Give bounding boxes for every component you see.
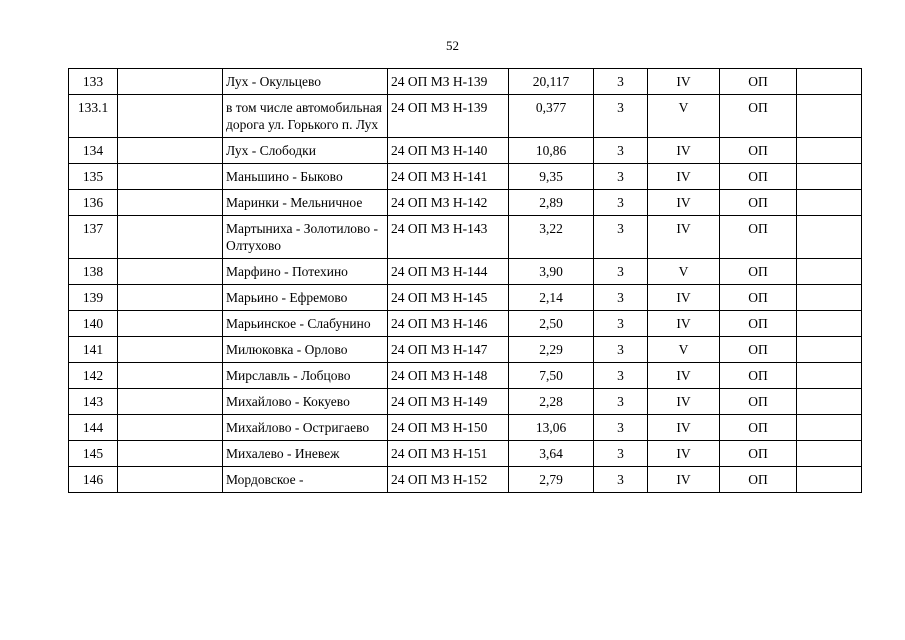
table-row <box>69 441 862 467</box>
road-code: 24 ОП МЗ Н-143 <box>388 216 509 259</box>
table-row <box>69 363 862 389</box>
table-row <box>69 415 862 441</box>
table-row <box>69 138 862 164</box>
table-row <box>69 285 862 311</box>
road-code: 24 ОП МЗ Н-142 <box>388 190 509 216</box>
road-category: 3 <box>594 259 648 285</box>
road-category: 3 <box>594 285 648 311</box>
empty-cell <box>797 138 862 164</box>
road-class: IV <box>648 190 720 216</box>
empty-cell <box>797 69 862 95</box>
road-code: 24 ОП МЗ Н-148 <box>388 363 509 389</box>
road-significance: ОП <box>720 95 797 138</box>
empty-cell <box>118 285 223 311</box>
road-significance: ОП <box>720 363 797 389</box>
row-number: 139 <box>69 285 118 311</box>
road-class: V <box>648 259 720 285</box>
road-name: Михалево - Иневеж <box>223 441 388 467</box>
road-significance: ОП <box>720 467 797 493</box>
road-category: 3 <box>594 311 648 337</box>
road-name: Михайлово - Кокуево <box>223 389 388 415</box>
empty-cell <box>118 311 223 337</box>
road-significance: ОП <box>720 69 797 95</box>
roads-table <box>68 68 862 493</box>
empty-cell <box>118 190 223 216</box>
road-significance: ОП <box>720 311 797 337</box>
road-class: IV <box>648 138 720 164</box>
road-category: 3 <box>594 69 648 95</box>
row-number: 134 <box>69 138 118 164</box>
empty-cell <box>797 415 862 441</box>
road-name: Марьино - Ефремово <box>223 285 388 311</box>
empty-cell <box>797 216 862 259</box>
empty-cell <box>118 164 223 190</box>
road-length: 9,35 <box>509 164 594 190</box>
row-number: 136 <box>69 190 118 216</box>
empty-cell <box>118 138 223 164</box>
road-class: IV <box>648 285 720 311</box>
road-length: 2,14 <box>509 285 594 311</box>
road-class: IV <box>648 311 720 337</box>
row-number: 133 <box>69 69 118 95</box>
empty-cell <box>797 259 862 285</box>
road-category: 3 <box>594 415 648 441</box>
empty-cell <box>118 467 223 493</box>
road-code: 24 ОП МЗ Н-144 <box>388 259 509 285</box>
table-row <box>69 467 862 493</box>
table-body <box>69 69 862 493</box>
row-number: 140 <box>69 311 118 337</box>
table-row <box>69 190 862 216</box>
row-number: 135 <box>69 164 118 190</box>
road-length: 2,89 <box>509 190 594 216</box>
road-length: 3,22 <box>509 216 594 259</box>
road-significance: ОП <box>720 138 797 164</box>
road-name: Лух - Окульцево <box>223 69 388 95</box>
row-number: 137 <box>69 216 118 259</box>
empty-cell <box>118 415 223 441</box>
road-category: 3 <box>594 95 648 138</box>
empty-cell <box>118 69 223 95</box>
road-code: 24 ОП МЗ Н-145 <box>388 285 509 311</box>
road-code: 24 ОП МЗ Н-139 <box>388 69 509 95</box>
table-row <box>69 216 862 259</box>
road-category: 3 <box>594 363 648 389</box>
road-name: в том числе автомобильная дорога ул. Горького п. Лух <box>223 95 388 138</box>
row-number: 144 <box>69 415 118 441</box>
table-row <box>69 95 862 138</box>
road-category: 3 <box>594 138 648 164</box>
road-significance: ОП <box>720 164 797 190</box>
row-number: 145 <box>69 441 118 467</box>
road-class: V <box>648 337 720 363</box>
empty-cell <box>118 216 223 259</box>
empty-cell <box>797 285 862 311</box>
road-code: 24 ОП МЗ Н-146 <box>388 311 509 337</box>
empty-cell <box>797 441 862 467</box>
empty-cell <box>797 363 862 389</box>
road-class: IV <box>648 467 720 493</box>
empty-cell <box>118 259 223 285</box>
table-row <box>69 164 862 190</box>
road-length: 2,79 <box>509 467 594 493</box>
road-category: 3 <box>594 164 648 190</box>
road-length: 2,28 <box>509 389 594 415</box>
table-row <box>69 259 862 285</box>
road-length: 3,64 <box>509 441 594 467</box>
road-code: 24 ОП МЗ Н-140 <box>388 138 509 164</box>
road-length: 2,50 <box>509 311 594 337</box>
road-length: 13,06 <box>509 415 594 441</box>
row-number: 146 <box>69 467 118 493</box>
road-class: IV <box>648 441 720 467</box>
empty-cell <box>797 190 862 216</box>
road-significance: ОП <box>720 190 797 216</box>
road-code: 24 ОП МЗ Н-149 <box>388 389 509 415</box>
road-code: 24 ОП МЗ Н-147 <box>388 337 509 363</box>
road-category: 3 <box>594 337 648 363</box>
road-code: 24 ОП МЗ Н-152 <box>388 467 509 493</box>
road-code: 24 ОП МЗ Н-139 <box>388 95 509 138</box>
row-number: 133.1 <box>69 95 118 138</box>
road-name: Михайлово - Остригаево <box>223 415 388 441</box>
empty-cell <box>797 311 862 337</box>
table-row <box>69 311 862 337</box>
row-number: 142 <box>69 363 118 389</box>
empty-cell <box>797 164 862 190</box>
road-name: Марьинское - Слабунино <box>223 311 388 337</box>
road-code: 24 ОП МЗ Н-151 <box>388 441 509 467</box>
road-class: IV <box>648 69 720 95</box>
row-number: 143 <box>69 389 118 415</box>
road-length: 2,29 <box>509 337 594 363</box>
empty-cell <box>118 337 223 363</box>
road-category: 3 <box>594 190 648 216</box>
road-length: 20,117 <box>509 69 594 95</box>
road-name: Мирславль - Лобцово <box>223 363 388 389</box>
empty-cell <box>797 337 862 363</box>
empty-cell <box>118 363 223 389</box>
road-length: 3,90 <box>509 259 594 285</box>
table-row <box>69 69 862 95</box>
road-length: 10,86 <box>509 138 594 164</box>
road-category: 3 <box>594 389 648 415</box>
empty-cell <box>797 467 862 493</box>
empty-cell <box>797 389 862 415</box>
road-class: IV <box>648 164 720 190</box>
empty-cell <box>797 95 862 138</box>
road-length: 7,50 <box>509 363 594 389</box>
empty-cell <box>118 441 223 467</box>
road-name: Маньшино - Быково <box>223 164 388 190</box>
road-significance: ОП <box>720 216 797 259</box>
empty-cell <box>118 389 223 415</box>
row-number: 138 <box>69 259 118 285</box>
road-category: 3 <box>594 467 648 493</box>
road-significance: ОП <box>720 337 797 363</box>
road-class: IV <box>648 216 720 259</box>
road-name: Мордовское - <box>223 467 388 493</box>
road-significance: ОП <box>720 285 797 311</box>
road-code: 24 ОП МЗ Н-150 <box>388 415 509 441</box>
road-significance: ОП <box>720 389 797 415</box>
row-number: 141 <box>69 337 118 363</box>
road-name: Лух - Слободки <box>223 138 388 164</box>
table-row <box>69 389 862 415</box>
road-code: 24 ОП МЗ Н-141 <box>388 164 509 190</box>
road-significance: ОП <box>720 259 797 285</box>
empty-cell <box>118 95 223 138</box>
road-significance: ОП <box>720 441 797 467</box>
road-name: Маринки - Мельничное <box>223 190 388 216</box>
road-class: V <box>648 95 720 138</box>
road-name: Мартыниха - Золотилово - Олтухово <box>223 216 388 259</box>
road-category: 3 <box>594 216 648 259</box>
road-class: IV <box>648 389 720 415</box>
road-category: 3 <box>594 441 648 467</box>
road-length: 0,377 <box>509 95 594 138</box>
road-class: IV <box>648 415 720 441</box>
page-number: 52 <box>446 38 459 53</box>
road-significance: ОП <box>720 415 797 441</box>
road-name: Милюковка - Орлово <box>223 337 388 363</box>
road-class: IV <box>648 363 720 389</box>
road-name: Марфино - Потехино <box>223 259 388 285</box>
table-row <box>69 337 862 363</box>
